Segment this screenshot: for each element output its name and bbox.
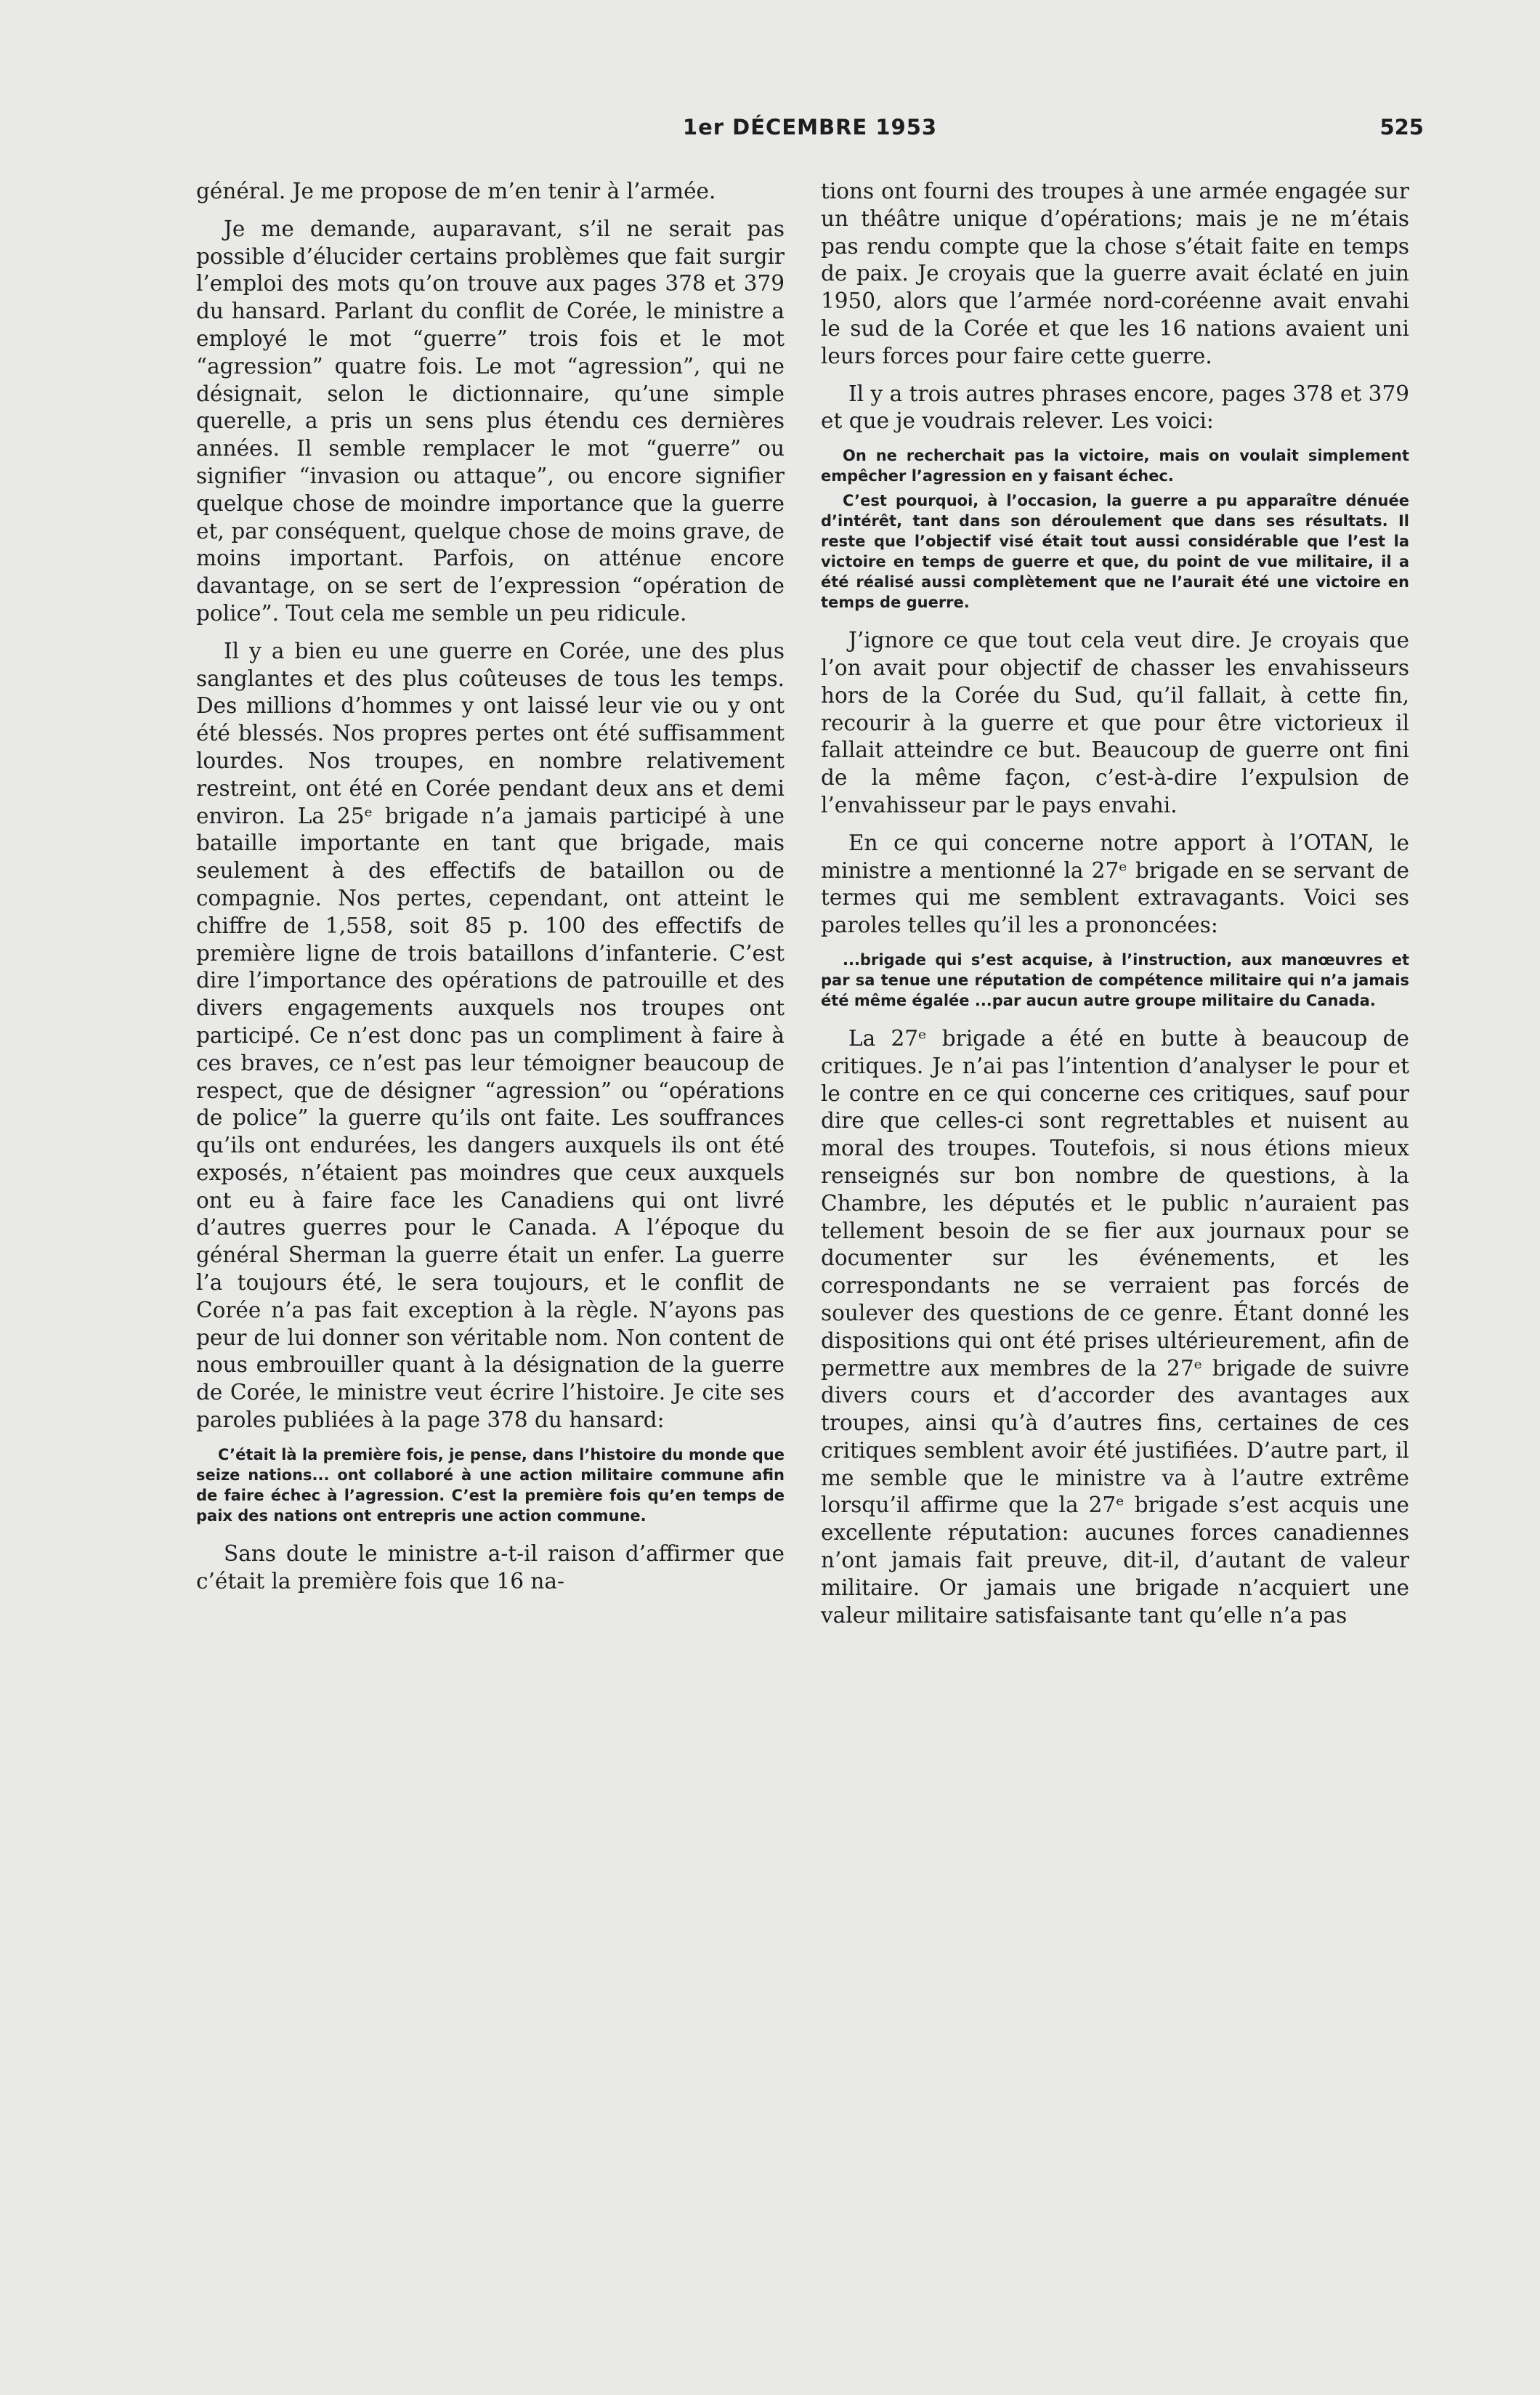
right-column (821, 178, 1409, 1639)
paragraph: Il y a bien eu une guerre en Corée, une des plus sanglantes et des plus coûteuses de tous les temps. Des millions d’hommes y ont laissé leur vie ou y ont été blessés. Nos propres pertes ont été suffisamment lourdes. Nos troupes, en nombre relativement restreint, ont été en Corée pendant deux ans et demi environ. La 25ᵉ brigade n’a jamais participé à une bataille importante en tant que brigade, mais seulement à des effectifs de bataillon ou de compagnie. Nos pertes, cependant, ont atteint le chiffre de 1,558, soit 85 p. 100 des effectifs de première ligne de trois bataillons d’infanterie. C’est dire l’importance des opérations de patrouille et des divers engagements auxquels nos troupes ont participé. Ce n’est donc pas un compliment à faire à ces braves, ce n’est pas leur témoigner beaucoup de respect, que de désigner “agression” ou “opérations de police” la guerre qu’ils ont faite. Les souffrances qu’ils ont endurées, les dangers auxquels ils ont été exposés, n’étaient pas moindres que ceux auxquels ont eu à faire face les Canadiens qui ont livré d’autres guerres pour le Canada. A l’époque du général Sherman la guerre était un enfer. La guerre l’a toujours été, le sera toujours, et le conflit de Corée n’a pas fait exception à la règle. N’ayons pas peur de lui donner son véritable nom. Non content de nous embrouiller quant à la désignation de la guerre de Corée, le ministre veut écrire l’histoire. Je cite ses paroles publiées à la page 378 du hansard: (196, 638, 785, 1433)
paragraph: Il y a trois autres phrases encore, pages 378 et 379 et que je voudrais relever. Les voici: (821, 381, 1409, 434)
paragraph: La 27ᵉ brigade a été en butte à beaucoup de critiques. Je n’ai pas l’intention d’analyser le pour et le contre en ce qui concerne ces critiques, sauf pour dire que celles-ci sont regrettables et nuisent au moral des troupes. Toutefois, si nous étions mieux renseignés sur bon nombre de questions, à la Chambre, les députés et le public n’auraient pas tellement besoin de se fier aux journaux pour se documenter sur les événements, et les correspondants ne se verraient pas forcés de soulever des questions de ce genre. Étant donné les dispositions qui ont été prises ultérieurement, afin de permettre aux membres de la 27ᵉ brigade de suivre divers cours et d’accorder des avantages aux troupes, ainsi qu’à d’autres fins, certaines de ces critiques semblent avoir été justifiées. D’autre part, il me semble que le ministre va à l’autre extrême lorsqu’il affirme que la 27ᵉ brigade s’est acquis une excellente réputation: aucunes forces canadiennes n’ont jamais fait preuve, dit-il, d’autant de valeur militaire. Or jamais une brigade n’acquiert une valeur militaire satisfaisante tant qu’elle n’a pas (821, 1025, 1409, 1628)
paragraph: général. Je me propose de m’en tenir à l’armée. (196, 179, 716, 203)
paragraph: tions ont fourni des troupes à une armée engagée sur un théâtre unique d’opérations; mais je ne m’étais pas rendu compte que la chose s’était faite en temps de paix. Je croyais que la guerre avait éclaté en juin 1950, alors que l’armée nord-coréenne avait envahi le sud de la Corée et que les 16 nations avaient uni leurs forces pour faire cette guerre. (821, 179, 1409, 368)
running-head: 1er DÉCEMBRE 1953 (682, 115, 938, 140)
block-quote: On ne recherchait pas la victoire, mais on voulait simplement empêcher l’agression en y faisant échec. (821, 447, 1409, 485)
page-number: 525 (1379, 115, 1424, 140)
block-quote: C’est pourquoi, à l’occasion, la guerre a pu apparaître dénuée d’intérêt, tant dans son déroulement que dans ses résultats. Il reste que l’objectif visé était tout aussi considérable que l’est la victoire en temps de guerre et que, du point de vue militaire, il a été réalisé aussi complètement que ne l’aurait été une victoire en temps de guerre. (821, 492, 1409, 612)
left-column (196, 178, 785, 1605)
page-header (196, 115, 1424, 151)
paragraph: Sans doute le ministre a-t-il raison d’affirmer que c’était la première fois que 16 na- (196, 1540, 785, 1594)
paragraph: Je me demande, auparavant, s’il ne serait pas possible d’élucider certains problèmes que fait surgir l’emploi des mots qu’on trouve aux pages 378 et 379 du hansard. Parlant du conflit de Corée, le ministre a employé le mot “guerre” trois fois et le mot “agression” quatre fois. Le mot “agression”, qui ne désignait, selon le dictionnaire, qu’une simple querelle, a pris un sens plus étendu ces dernières années. Il semble remplacer le mot “guerre” ou signifier “invasion ou attaque”, ou encore signifier quelque chose de moindre importance que la guerre et, par conséquent, quelque chose de moins grave, de moins important. Parfois, on atténue encore davantage, on se sert de l’expression “opération de police”. Tout cela me semble un peu ridicule. (196, 216, 785, 626)
paragraph: J’ignore ce que tout cela veut dire. Je croyais que l’on avait pour objectif de chasser les envahisseurs hors de la Corée du Sud, qu’il fallait, à cette fin, recourir à la guerre et que pour être victorieux il fallait atteindre ce but. Beaucoup de guerre ont fini de la même façon, c’est-à-dire l’expulsion de l’envahisseur par le pays envahi. (821, 628, 1409, 817)
block-quote: C’était là la première fois, je pense, dans l’histoire du monde que seize nations... ont collaboré à une action militaire commune afin de faire échec à l’agression. C’est la première fois qu’en temps de paix des nations ont entrepris une action commune. (196, 1445, 785, 1524)
paragraph: En ce qui concerne notre apport à l’OTAN, le ministre a mentionné la 27ᵉ brigade en se servant de termes qui me semblent extravagants. Voici ses paroles telles qu’il les a prononcées: (821, 830, 1409, 938)
block-quote: ...brigade qui s’est acquise, à l’instruction, aux manœuvres et par sa tenue une réputation de compétence militaire qui n’a jamais été même égalée ...par aucun autre groupe militaire du Canada. (821, 950, 1409, 1009)
